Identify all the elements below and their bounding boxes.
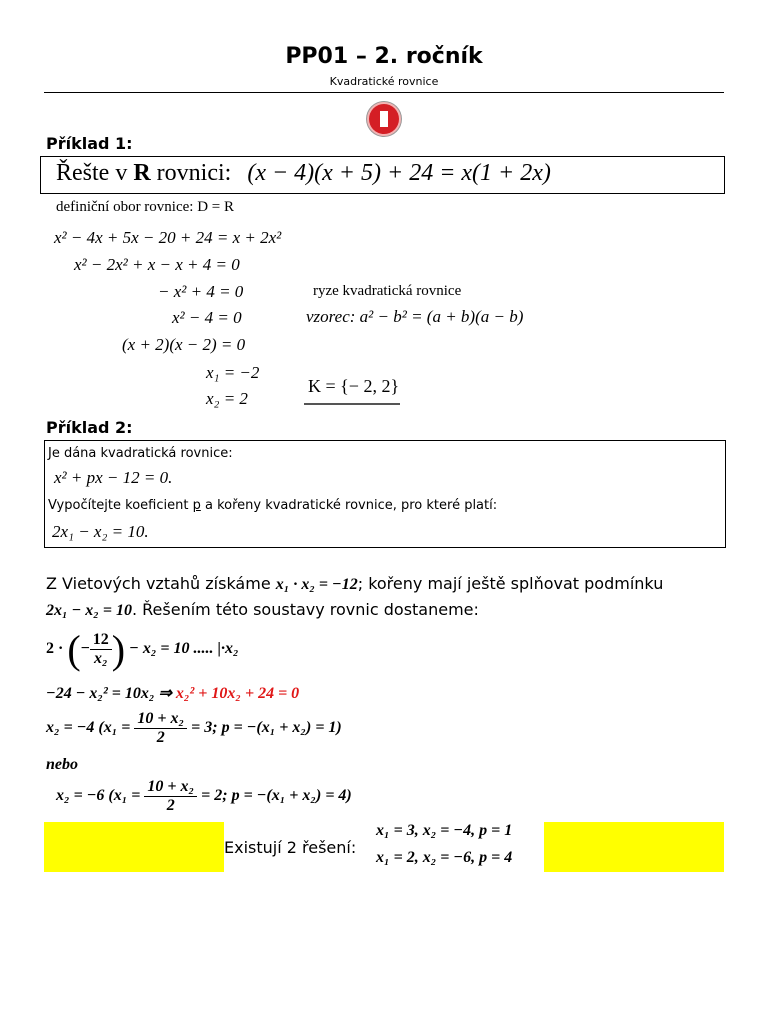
step-7: x₂ = 2 — [206, 389, 248, 408]
solution-text-2 — [46, 600, 479, 620]
highlight-left — [44, 822, 224, 872]
step2-black: −24 − x₂² = 10x₂ ⇒ — [46, 685, 176, 702]
step3-frac-den: 2 — [156, 729, 165, 746]
solution-step-2 — [46, 683, 299, 703]
example2-line2 — [48, 498, 497, 513]
result-set: K = {− 2, 2} — [308, 376, 400, 396]
note-pure-quadratic: ryze kvadratická rovnice — [313, 283, 462, 299]
sol2-post: . Řešením této soustavy rovnic dostaneme: — [131, 600, 479, 619]
step4-post: = 2; p = −(x₁ + x₂) = 4) — [201, 787, 352, 805]
step4-frac-num: 10 + x₂ — [144, 778, 197, 797]
task-equation: (x − 4)(x + 5) + 24 = x(1 + 2x) — [247, 160, 551, 186]
example1-heading: Příklad 1: — [46, 134, 133, 153]
task-prefix: Řešte v — [56, 160, 128, 186]
highlight-right — [544, 822, 724, 872]
task-real-set: R — [133, 160, 151, 186]
page-subtitle: Kvadratické rovnice — [329, 75, 439, 88]
header-divider — [44, 92, 724, 93]
step-1: x² − 4x + 5x − 20 + 24 = x + 2x² — [54, 228, 282, 247]
step-5: (x + 2)(x − 2) = 0 — [122, 335, 246, 354]
solution-text-1 — [46, 574, 663, 594]
step4-pre: x₂ = −6 (x₁ = — [56, 787, 141, 805]
domain-line: definiční obor rovnice: D = R — [56, 199, 235, 215]
step-2: x² − 2x² + x − x + 4 = 0 — [74, 255, 240, 274]
solution-step-3 — [46, 710, 342, 747]
example2-eq2: 2x₁ − x₂ = 10. — [52, 522, 149, 541]
line2-pre: Vypočítejte koeficient — [48, 498, 193, 513]
step3-post: = 3; p = −(x₁ + x₂) = 1) — [191, 719, 342, 737]
step3-frac-num: 10 + x₂ — [134, 710, 187, 729]
sol1-pre: Z Vietových vztahů získáme — [46, 574, 276, 593]
step-6: x₁ = −2 — [206, 363, 260, 382]
solution-2: x₁ = 2, x₂ = −6, p = 4 — [376, 849, 513, 866]
step1-a: 2 · — [46, 640, 64, 658]
example2-eq1: x² + px − 12 = 0. — [54, 468, 173, 487]
step1-b: − x₂ = 10 ..... |·x₂ — [129, 640, 239, 658]
summary-label: Existují 2 řešení: — [224, 838, 357, 857]
exclamation-badge-icon — [369, 104, 399, 134]
solution-step-1: 2 · (− $\frac{12}{\text{x₂}}$ ) − x₂ = 10 ..... |·x₂ — [46, 627, 239, 672]
result-underline — [304, 403, 400, 405]
step-3: − x² + 4 = 0 — [158, 282, 244, 301]
line2-post: a kořeny kvadratické rovnice, pro které platí: — [200, 498, 498, 513]
solution-step-4 — [56, 778, 352, 815]
solution-1: x₁ = 3, x₂ = −4, p = 1 — [376, 822, 513, 839]
page-title: PP01 – 2. ročník — [285, 44, 483, 69]
example1-task — [56, 160, 551, 187]
step4-frac-den: 2 — [166, 797, 175, 814]
line2-p: p — [192, 498, 201, 513]
step1-den: x₂ — [94, 650, 108, 667]
or-label: nebo — [46, 756, 78, 773]
sol1-eq: x₁ · x₂ = −12 — [275, 576, 358, 593]
step-4: x² − 4 = 0 — [172, 308, 242, 327]
task-mid: rovnici: — [156, 160, 232, 186]
step1-num: 12 — [90, 631, 112, 650]
step3-pre: x₂ = −4 (x₁ = — [46, 719, 131, 737]
formula: vzorec: a² − b² = (a + b)(a − b) — [306, 307, 524, 326]
example2-heading: Příklad 2: — [46, 418, 133, 437]
example2-line1: Je dána kvadratická rovnice: — [48, 446, 233, 461]
sol1-post: ; kořeny mají ještě splňovat podmínku — [357, 574, 664, 593]
step2-red: x₂² + 10x₂ + 24 = 0 — [175, 685, 300, 702]
sol2-eq: 2x₁ − x₂ = 10 — [46, 602, 132, 619]
